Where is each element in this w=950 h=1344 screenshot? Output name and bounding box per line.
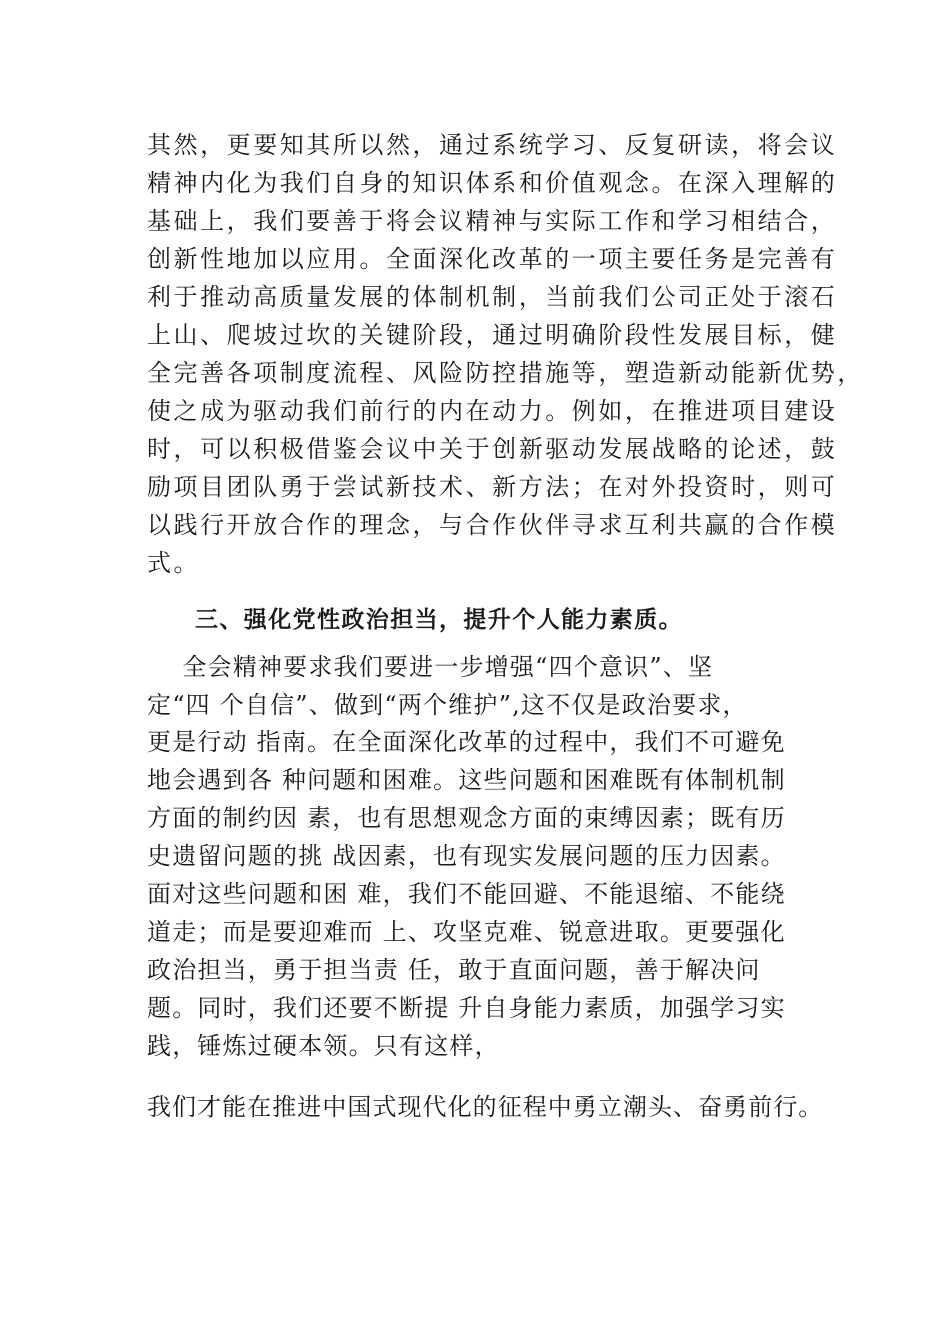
text-line: 政治担当，勇于担当责 任，敢于直面问题，善于解决问	[147, 956, 761, 984]
text-line: 使之成为驱动我们前行的内在动力。例如，在推进项目建设	[147, 397, 838, 425]
text-line: 时，可以积极借鉴会议中关于创新驱动发展战略的论述，鼓	[147, 435, 838, 463]
text-line: 式。	[147, 549, 201, 577]
text-line: 更是行动 指南。在全面深化改革的过程中，我们不可避免	[147, 728, 786, 756]
text-line: 其然，更要知其所以然，通过系统学习、反复研读，将会议	[147, 131, 838, 159]
text-line: 以践行开放合作的理念，与合作伙伴寻求互利共赢的合作模	[147, 511, 838, 539]
text-line: 史遗留问题的挑 战因素，也有现实发展问题的压力因素。	[147, 842, 786, 870]
text-line: 地会遇到各 种问题和困难。这些问题和困难既有体制机制	[147, 766, 786, 794]
text-line: 利于推动高质量发展的体制机制，当前我们公司正处于滚石	[147, 283, 838, 311]
text-line: 题。同时，我们还要不断提 升自身能力素质，加强学习实	[147, 994, 786, 1022]
text-line: 面对这些问题和困 难，我们不能回避、不能退缩、不能绕	[147, 880, 786, 908]
section-heading: 三、强化党性政治担当，提升个人能力素质。	[195, 607, 683, 633]
text-line: 践，锤炼过硬本领。只有这样，	[147, 1032, 500, 1060]
closing-line: 我们才能在推进中国式现代化的征程中勇立潮头、奋勇前行。	[147, 1093, 824, 1121]
text-line: 上山、爬坡过坎的关键阶段，通过明确阶段性发展目标，健	[147, 321, 838, 349]
text-line: 基础上，我们要善于将会议精神与实际工作和学习相结合，	[147, 207, 838, 235]
text-line: 精神内化为我们自身的知识体系和价值观念。在深入理解的	[147, 169, 838, 197]
text-line: 全会精神要求我们要进一步增强“四个意识”、坚	[147, 653, 714, 681]
text-line: 道走；而是要迎难而 上、攻坚克难、锐意进取。更要强化	[147, 918, 786, 946]
text-line: 方面的制约因 素，也有思想观念方面的束缚因素；既有历	[147, 804, 786, 832]
text-line: 创新性地加以应用。全面深化改革的一项主要任务是完善有	[147, 245, 838, 273]
text-line: 全完善各项制度流程、风险防控措施等，塑造新动能新优势，	[147, 359, 864, 387]
text-line: 励项目团队勇于尝试新技术、新方法；在对外投资时，则可	[147, 473, 838, 501]
text-line: 定“四 个自信”、做到“两个维护”,这不仅是政治要求，	[147, 691, 748, 719]
